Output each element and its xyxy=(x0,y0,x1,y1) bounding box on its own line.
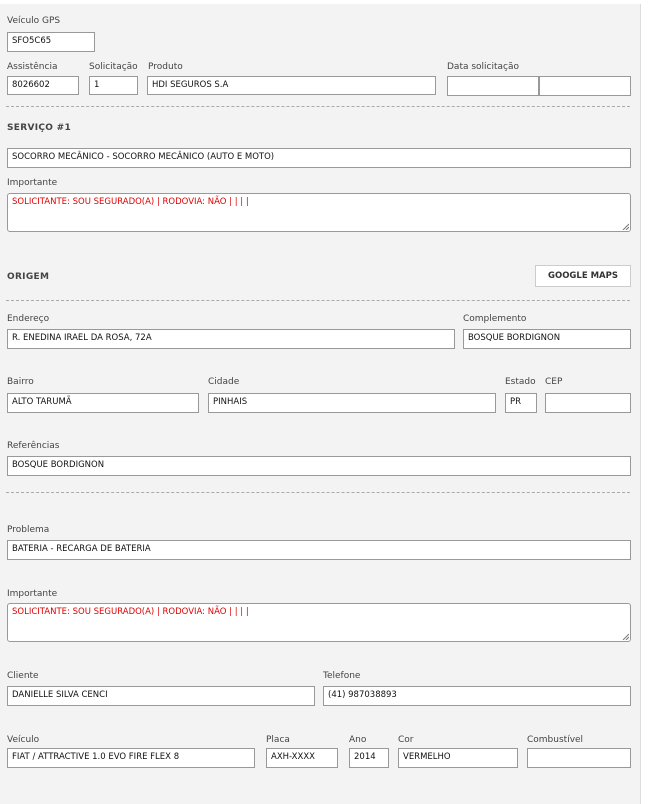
importante2-textarea[interactable] xyxy=(7,603,631,642)
ano-field[interactable]: 2014 xyxy=(349,748,389,768)
cliente-label: Cliente xyxy=(7,671,39,681)
placa-label: Placa xyxy=(266,735,290,745)
importante2-label: Importante xyxy=(7,589,58,599)
cliente-field[interactable]: DANIELLE SILVA CENCI xyxy=(7,686,315,706)
complemento-label: Complemento xyxy=(463,314,527,324)
problema-field[interactable]: BATERIA - RECARGA DE BATERIA xyxy=(7,540,631,560)
servico-field[interactable]: SOCORRO MECÂNICO - SOCORRO MECÂNICO (AUTO E MOTO) xyxy=(7,148,631,168)
problema-label: Problema xyxy=(7,525,50,535)
divider xyxy=(6,300,630,301)
referencias-label: Referências xyxy=(7,441,60,451)
cidade-label: Cidade xyxy=(208,377,240,387)
cidade-field[interactable]: PINHAIS xyxy=(208,393,496,413)
importante-textarea[interactable] xyxy=(7,193,631,232)
cep-field[interactable] xyxy=(545,393,631,413)
importante-text: SOLICITANTE: SOU SEGURADO(A) | RODOVIA: NÃO | | | | xyxy=(12,197,249,207)
endereco-label: Endereço xyxy=(7,314,50,324)
telefone-field[interactable]: (41) 987038893 xyxy=(323,686,631,706)
importante-label: Importante xyxy=(7,178,58,188)
telefone-label: Telefone xyxy=(323,671,361,681)
bairro-field[interactable]: ALTO TARUMÃ xyxy=(7,393,199,413)
veiculo-gps-field[interactable]: SFO5C65 xyxy=(7,32,95,52)
solicitacao-label: Solicitação xyxy=(89,62,138,72)
cor-label: Cor xyxy=(398,735,414,745)
veiculo-label: Veículo xyxy=(7,735,40,745)
data-solicitacao-time-field[interactable] xyxy=(539,76,631,96)
combustivel-field[interactable] xyxy=(527,748,631,768)
importante2-text: SOLICITANTE: SOU SEGURADO(A) | RODOVIA: NÃO | | | | xyxy=(12,607,249,617)
data-solicitacao-label: Data solicitação xyxy=(447,62,520,72)
google-maps-button[interactable]: GOOGLE MAPS xyxy=(535,265,631,287)
estado-field[interactable]: PR xyxy=(505,393,537,413)
complemento-field[interactable]: BOSQUE BORDIGNON xyxy=(463,329,631,349)
solicitacao-field[interactable]: 1 xyxy=(89,76,138,95)
veiculo-gps-label: Veículo GPS xyxy=(7,16,61,26)
produto-label: Produto xyxy=(148,62,183,72)
produto-field[interactable]: HDI SEGUROS S.A xyxy=(147,76,436,95)
assistencia-field[interactable]: 8026602 xyxy=(7,76,79,95)
origem-section-title: ORIGEM xyxy=(7,272,50,282)
divider xyxy=(6,106,630,107)
referencias-field[interactable]: BOSQUE BORDIGNON xyxy=(7,456,631,476)
endereco-field[interactable]: R. ENEDINA IRAEL DA ROSA, 72A xyxy=(7,329,455,349)
ano-label: Ano xyxy=(349,735,367,745)
assistencia-label: Assistência xyxy=(7,62,58,72)
estado-label: Estado xyxy=(505,377,536,387)
divider xyxy=(6,492,630,493)
cor-field[interactable]: VERMELHO xyxy=(398,748,518,768)
servico-section-title: SERVIÇO #1 xyxy=(7,123,72,133)
bairro-label: Bairro xyxy=(7,377,34,387)
combustivel-label: Combustível xyxy=(527,735,584,745)
resize-grip-icon[interactable] xyxy=(622,633,629,640)
data-solicitacao-date-field[interactable] xyxy=(447,76,539,96)
veiculo-field[interactable]: FIAT / ATTRACTIVE 1.0 EVO FIRE FLEX 8 xyxy=(7,748,255,768)
cep-label: CEP xyxy=(545,377,563,387)
placa-field[interactable]: AXH-XXXX xyxy=(266,748,338,768)
resize-grip-icon[interactable] xyxy=(622,223,629,230)
